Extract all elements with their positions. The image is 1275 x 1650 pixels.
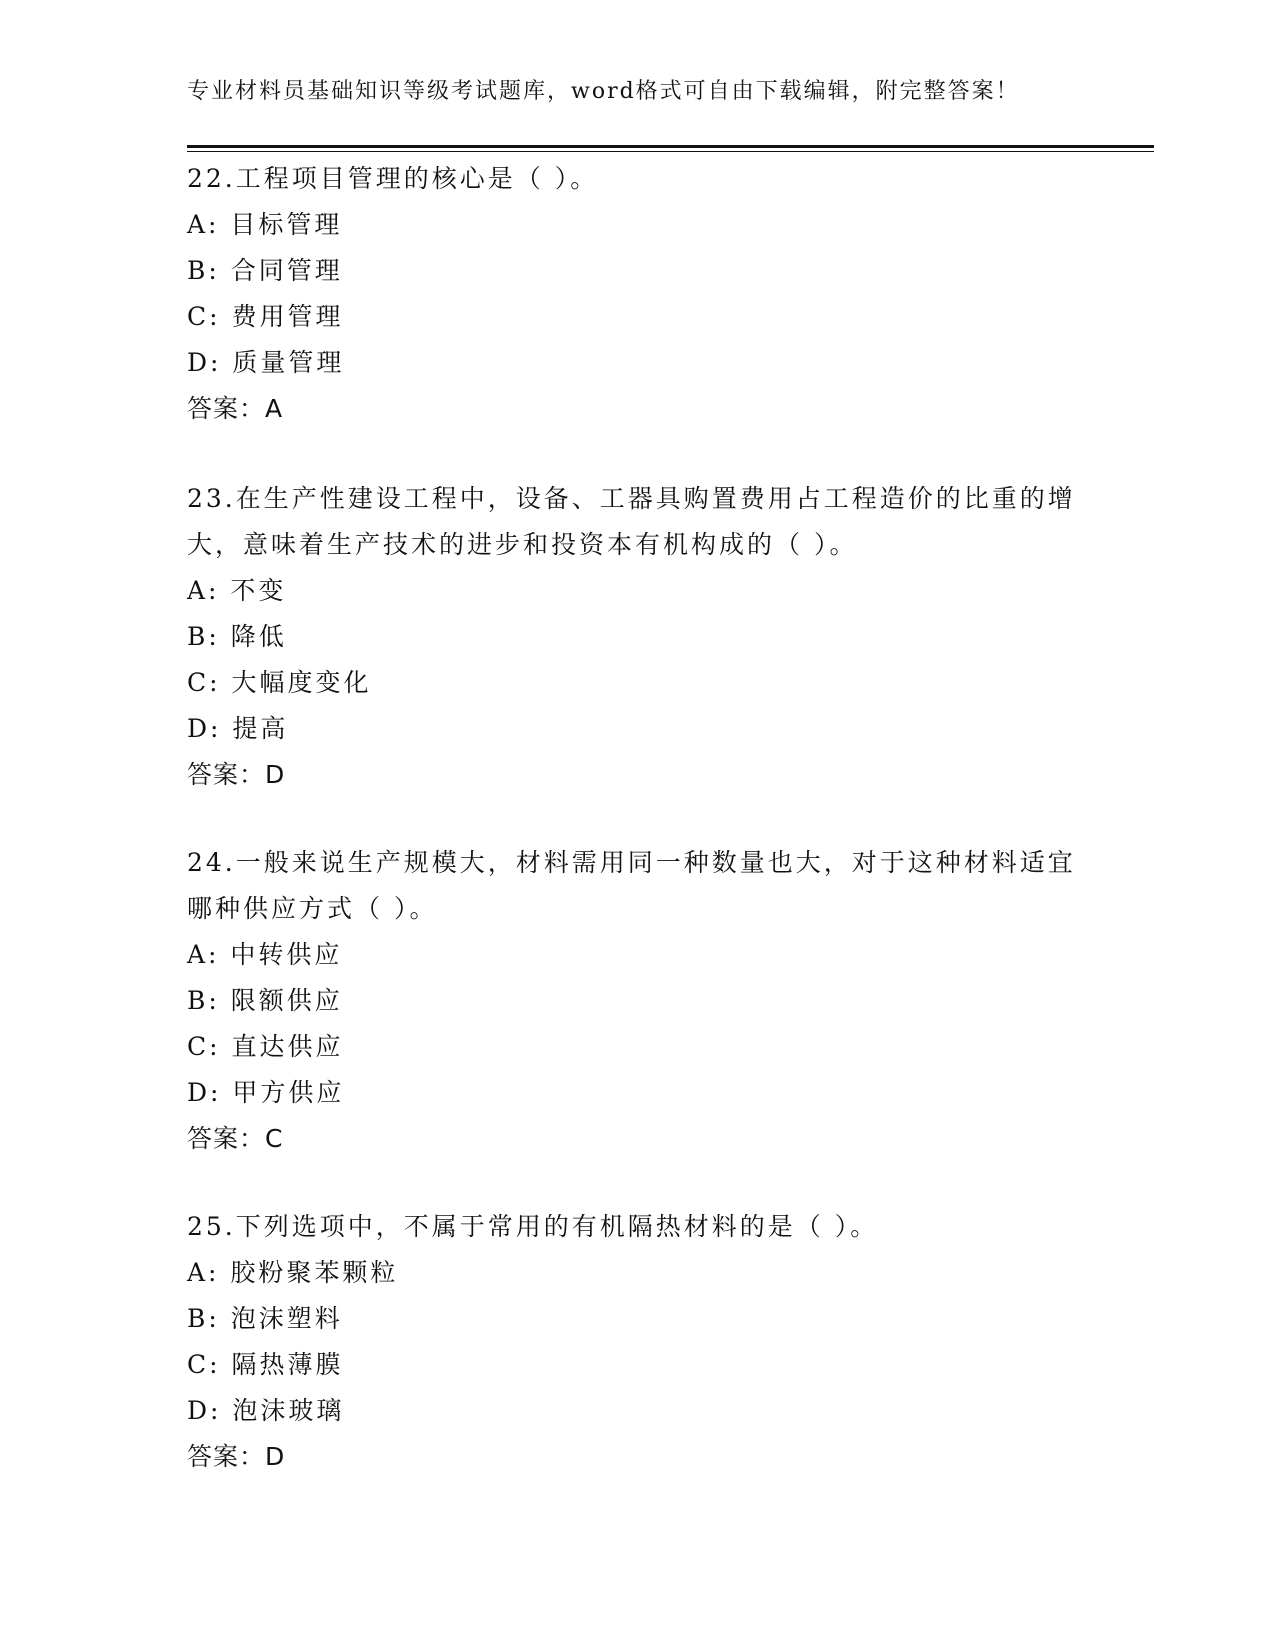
option-d: D: 泡沫玻璃: [187, 1396, 345, 1425]
answer: 答案：D: [187, 760, 286, 789]
answer: 答案：C: [187, 1124, 284, 1153]
option-c: C: 隔热薄膜: [187, 1350, 344, 1379]
answer: 答案：A: [187, 394, 284, 423]
question-stem: 23.在生产性建设工程中，设备、工器具购置费用占工程造价的比重的增大，意味着生产技术的进步和投资本有机构成的（ ）。: [187, 484, 1076, 559]
option-a: A: 胶粉聚苯颗粒: [187, 1258, 399, 1287]
question-stem: 22.工程项目管理的核心是（ ）。: [187, 164, 599, 193]
option-c: C: 大幅度变化: [187, 668, 372, 697]
option-a: A: 不变: [187, 576, 287, 605]
option-d: D: 提高: [187, 714, 289, 743]
option-a: A: 中转供应: [187, 940, 343, 969]
option-b: B: 限额供应: [187, 986, 343, 1015]
answer: 答案：D: [187, 1442, 286, 1471]
question-22: [187, 156, 1087, 432]
option-c: C: 直达供应: [187, 1032, 344, 1061]
option-b: B: 合同管理: [187, 256, 343, 285]
question-23: [187, 476, 1087, 798]
option-c: C: 费用管理: [187, 302, 344, 331]
header-rule-thin: [187, 151, 1154, 152]
option-a: A: 目标管理: [187, 210, 343, 239]
page-header: 专业材料员基础知识等级考试题库，word格式可自由下载编辑，附完整答案！: [187, 79, 1020, 104]
header-rule-thick: [187, 145, 1154, 148]
option-d: D: 质量管理: [187, 348, 345, 377]
question-stem: 24.一般来说生产规模大，材料需用同一种数量也大，对于这种材料适宜哪种供应方式（ ）。: [187, 848, 1076, 923]
question-25: [187, 1204, 1087, 1480]
option-b: B: 降低: [187, 622, 287, 651]
option-d: D: 甲方供应: [187, 1078, 345, 1107]
question-24: [187, 840, 1087, 1162]
option-b: B: 泡沫塑料: [187, 1304, 343, 1333]
question-stem: 25.下列选项中，不属于常用的有机隔热材料的是（ ）。: [187, 1212, 879, 1241]
